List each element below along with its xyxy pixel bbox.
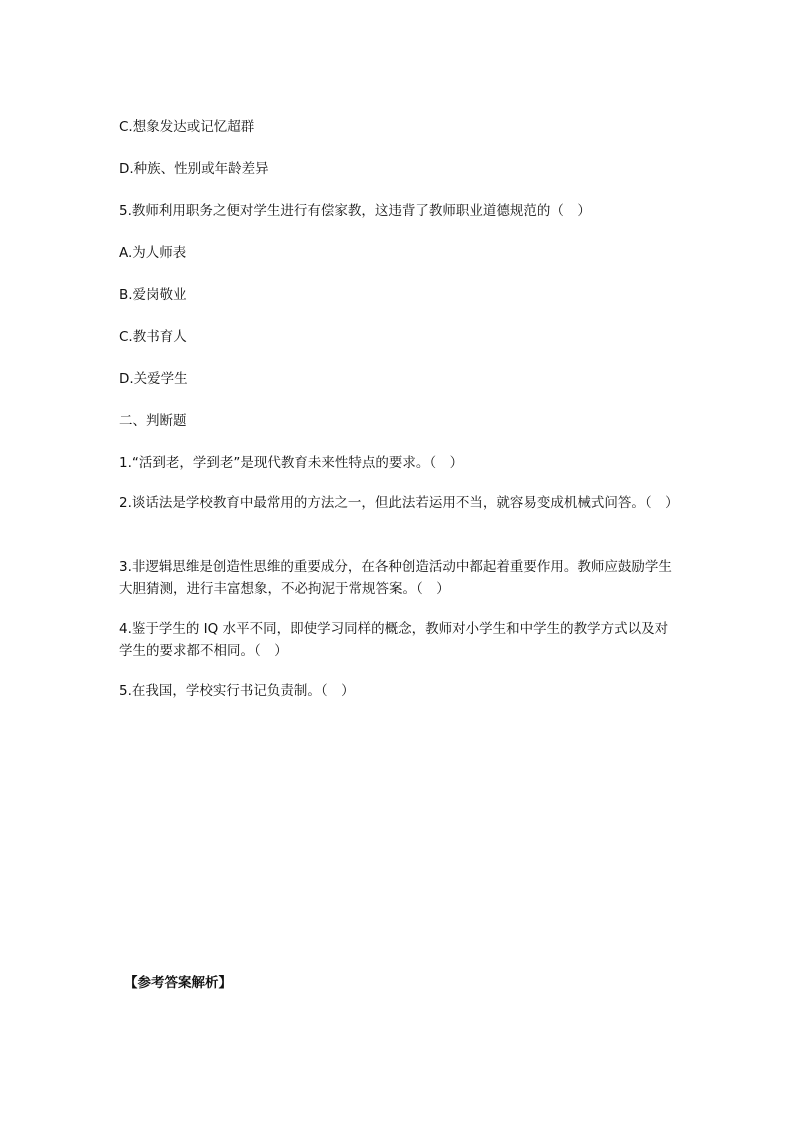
q5-option-c: C.教书育人 (119, 329, 187, 345)
q4-option-c: C.想象发达或记忆超群 (119, 119, 255, 135)
judgment-item-1: 1.“活到老，学到老”是现代教育未来性特点的要求。（ ） (119, 455, 464, 471)
q4-option-d: D.种族、性别或年龄差异 (119, 161, 269, 177)
q5-option-d: D.关爱学生 (119, 371, 188, 387)
judgment-item-5: 5.在我国，学校实行书记负责制。（ ） (119, 683, 355, 699)
judgment-item-3: 3.非逻辑思维是创造性思维的重要成分，在各种创造活动中都起着重要作用。教师应鼓励学生大胆猜测，进行丰富想象，不必拘泥于常规答案。（ ） (119, 559, 672, 597)
q5-stem: 5.教师利用职务之便对学生进行有偿家教，这违背了教师职业道德规范的（ ） (119, 203, 591, 219)
answer-analysis-heading: 【参考答案解析】 (124, 975, 232, 991)
q5-option-a: A.为人师表 (119, 245, 187, 261)
q5-option-b: B.爱岗敬业 (119, 287, 187, 303)
judgment-item-4: 4.鉴于学生的 IQ 水平不同，即使学习同样的概念，教师对小学生和中学生的教学方式以及对学生的要求都不相同。（ ） (119, 621, 669, 659)
section-two-title: 二、判断题 (119, 413, 187, 429)
judgment-item-2: 2.谈话法是学校教育中最常用的方法之一，但此法若运用不当，就容易变成机械式问答。（ ） (119, 495, 679, 511)
